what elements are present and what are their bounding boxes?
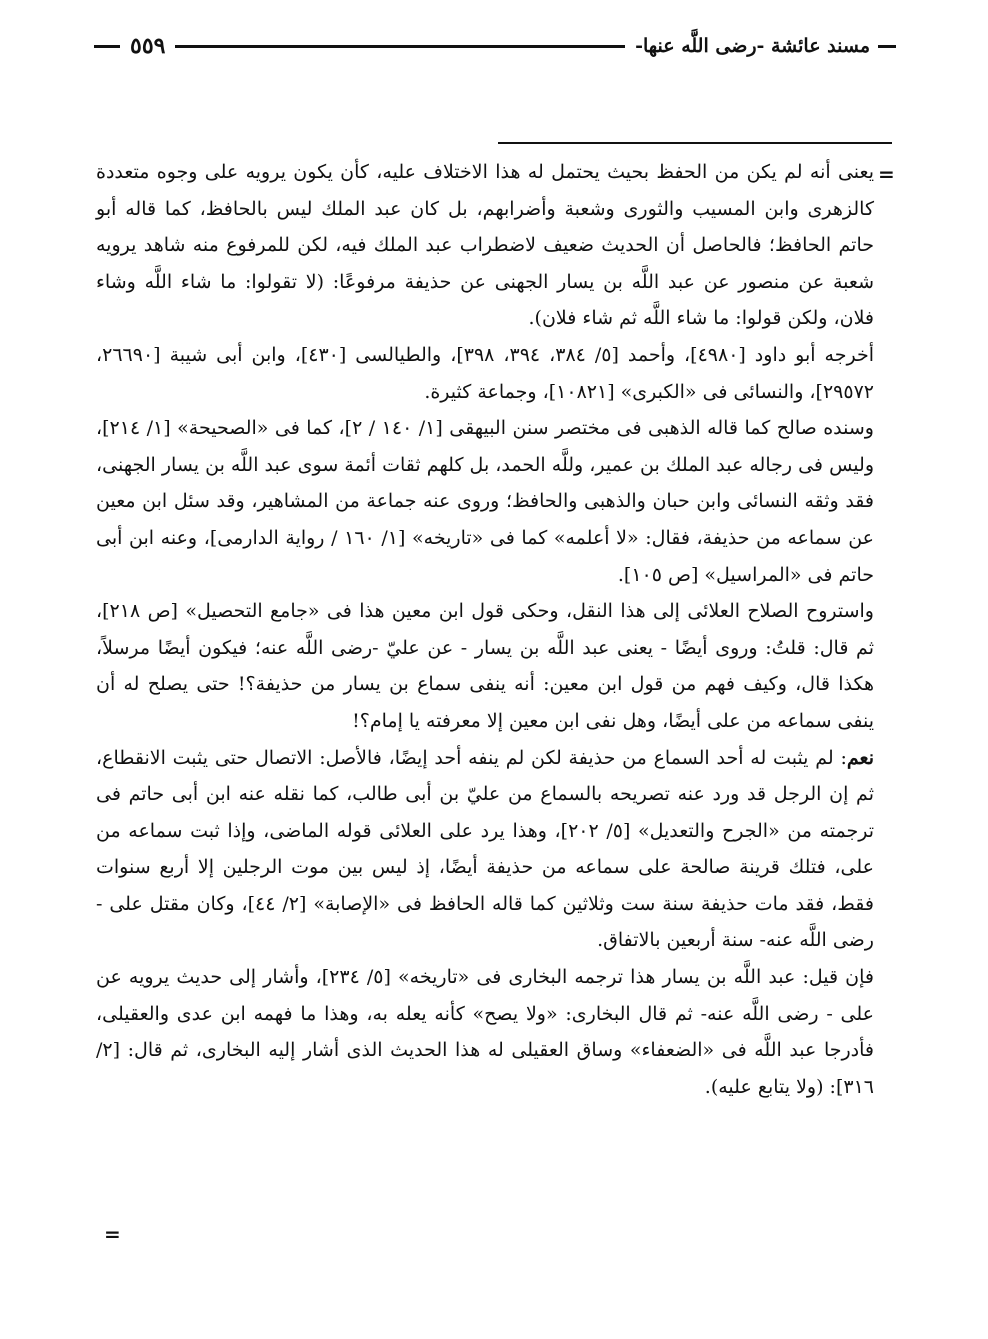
footnote-body xyxy=(96,154,874,1105)
footnote-separator xyxy=(498,142,892,144)
header-rule-left xyxy=(94,45,120,48)
paragraph-2: أخرجه أبو داود [٤٩٨٠]، وأحمد [٥/ ٣٨٤، ٣٩٤، ٣٩٨]، والطيالسى [٤٣٠]، وابن أبى شيبة [٢٦٦٩٠، ٢٩٥٧٢]، والنسائى فى «الكبرى» [١٠٨٢١]، وجماعة كثيرة. xyxy=(96,343,874,403)
paragraph-3: وسنده صالح كما قاله الذهبى فى مختصر سنن البيهقى [١/ ١٤٠ / ٢]، كما فى «الصحيحة» [١/ ٢١٤]، وليس فى رجاله عبد الملك بن عمير، وللَّه الحمد، بل كلهم ثقات أئمة سوى عبد اللَّه بن يسار الجهنى، فقد وثقه النسائى وابن حبان والذهبى والحافظ؛ وروى عنه جماعة من المشاهير، وقد سئل ابن معين عن سماعه من حذيفة، فقال: «لا أعلمه» كما فى «تاريخه» [١/ ١٦٠ / رواية الدارمى]، وعنه ابن أبى حاتم فى «المراسيل» [ص ١٠٥]. xyxy=(96,417,874,586)
page-number: ٥٥٩ xyxy=(130,33,166,59)
paragraph-5 xyxy=(96,740,874,960)
header-rule-right xyxy=(878,45,896,48)
running-header xyxy=(94,28,896,64)
continuation-marker-bottom: = xyxy=(104,1222,121,1246)
paragraph-4: واستروح الصلاح العلائى إلى هذا النقل، وحكى قول ابن معين هذا فى «جامع التحصيل» [ص ٢١٨]، ثم قال: قلتُ: وروى أيضًا - يعنى عبد اللَّه بن يسار - عن عليّ -رضى اللَّه عنه؛ فيكون أيضًا مرسلاً، هكذا قال، وكيف فهم من قول ابن معين: أنه ينفى سماع بن يسار من حذيفة؟! حتى يصلح له أن ينفى سماعه من على أيضًا، وهل نفى ابن معين إلا معرفته يا إمام؟! xyxy=(96,600,874,732)
paragraph-6: فإن قيل: عبد اللَّه بن يسار هذا ترجمه البخارى فى «تاريخه» [٥/ ٢٣٤]، وأشار إلى حديث يرويه عن على - رضى اللَّه عنه- ثم قال البخارى: «ولا يصح» كأنه يعله به، وهذا ما فهمه ابن عدى والعقيلى، فأدرجا عبد اللَّه فى «الضعفاء» وساق العقيلى له هذا الحديث الذى أشار إليه البخارى، ثم قال: [٢/ ٣١٦]: (ولا يتابع عليه). xyxy=(96,966,874,1098)
paragraph-5-lead: نعم xyxy=(846,746,874,769)
paragraph-5-text: : لم يثبت له أحد السماع من حذيفة لكن لم ينفه أحد إيضًا، فالأصل: الاتصال حتى يثبت الانقطاع، ثم إن الرجل قد ورد عنه تصريحه بالسماع من عليّ بن أبى طالب، كما نقله عنه ابن أبى حاتم فى ترجمته من «الجرح والتعديل» [٥/ ٢٠٢]، وهذا يرد على العلائى قوله الماضى، وإذا ثبت سماعه من على، فتلك قرينة صالحة على سماعه من حذيفة أيضًا، إذ ليس بين موت الرجلين إلا أربع سنوات فقط، فقد مات حذيفة سنة ست وثلاثين كما قاله الحافظ فى «الإصابة» [٢/ ٤٤]، وكان مقتل على - رضى اللَّه عنه- سنة أربعين بالاتفاق. xyxy=(96,746,874,952)
paragraph-1: يعنى أنه لم يكن من الحفظ بحيث يحتمل له هذا الاختلاف عليه، كأن يكون يرويه على وجوه متعددة كالزهرى وابن المسيب والثورى وشعبة وأضرابهم، بل كان عبد الملك ليس بالحافظ، كما قاله أبو حاتم الحافظ؛ فالحاصل أن الحديث ضعيف لاضطراب عبد الملك فيه، لكن للمرفوع منه شاهد يرويه شعبة عن منصور عن عبد اللَّه بن يسار الجهنى عن حذيفة مرفوعًا: (لا تقولوا: ما شاء اللَّه وشاء فلان، ولكن قولوا: ما شاء اللَّه ثم شاء فلان). xyxy=(96,161,874,330)
header-rule xyxy=(175,45,625,48)
header-title: مسند عائشة -رضى اللَّه عنها- xyxy=(635,35,870,57)
continuation-marker-top: = xyxy=(878,162,895,186)
